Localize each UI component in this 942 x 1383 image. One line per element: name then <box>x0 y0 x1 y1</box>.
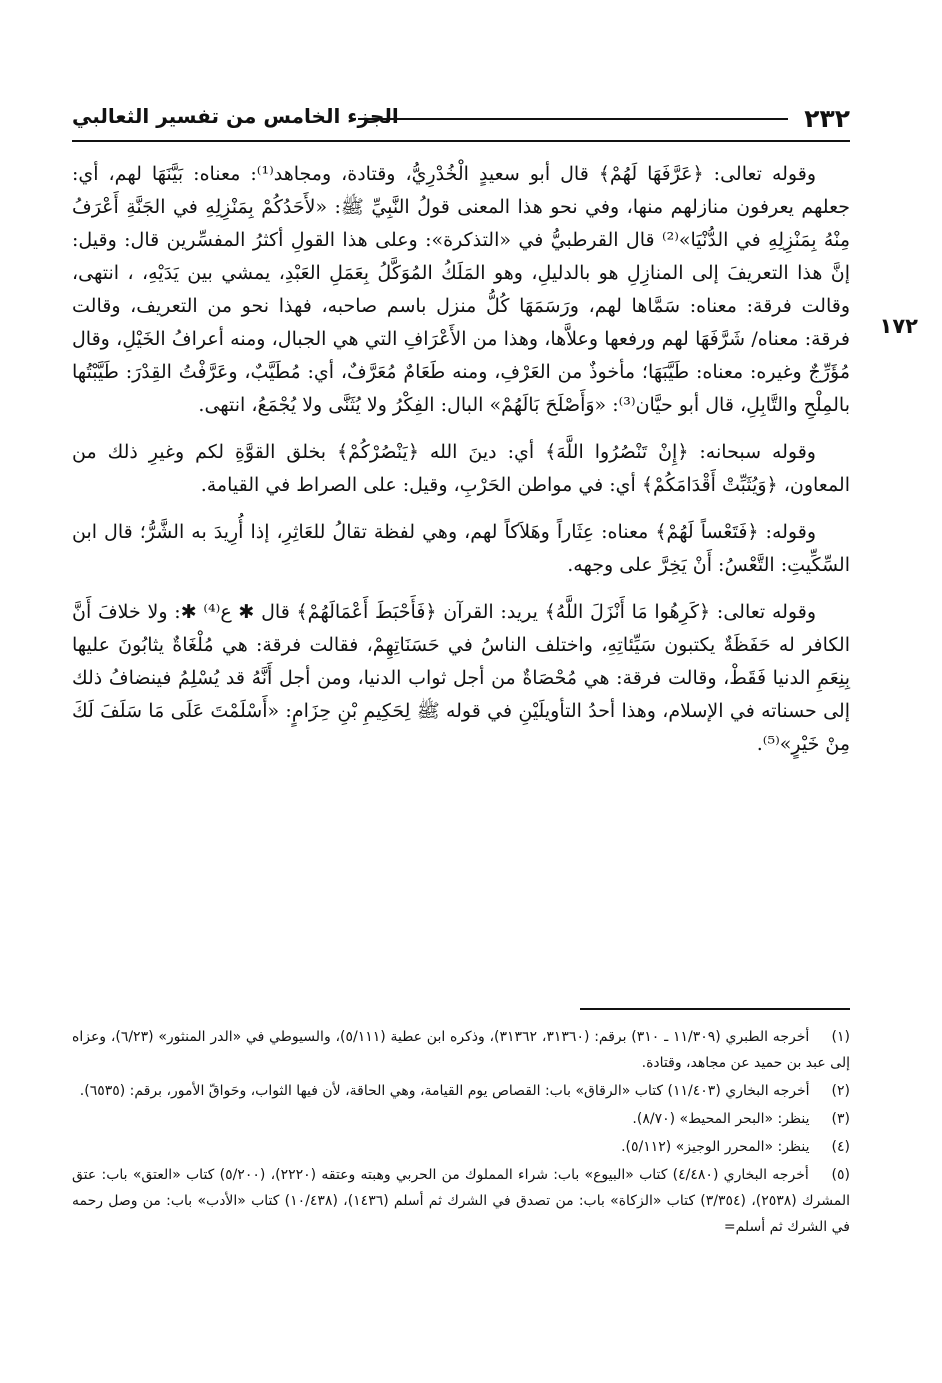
footnote-text: أخرجه البخاري (٤/٤٨٠) كتاب «البيوع» باب: شراء المملوك من الحربي وهبته وعتقه (٢٢٢٠)، (٥/٢٠٠) كتاب «العتق» باب: عتق المشرك (٢٥٣٨)، (٣/٣٥٤) كتاب «الزكاة» باب: من تصدق في الشرك ثم أسلم (١٤٣٦)، (١٠/٤٣٨) كتاب «الأدب» باب: من وصل رحمه في الشرك ثم أسلم= <box>72 1167 850 1235</box>
footnotes <box>72 1000 850 1242</box>
footnote-text: أخرجه البخاري (١١/٤٠٣) كتاب «الرقاق» باب: القصاص يوم القيامة، وهي الحاقة، لأن فيها الثواب، وحَواقّ الأمور، برقم: (٦٥٣٥). <box>79 1083 810 1099</box>
footnote-number: (٣) <box>831 1111 850 1127</box>
book-title: الجزء الخامس من تفسير الثعالبي <box>72 104 399 128</box>
margin-folio-number: ١٧٢ <box>879 314 918 338</box>
running-header <box>72 96 850 142</box>
footnote-text: ينظر: «البحر المحيط» (٨/٧٠). <box>632 1111 810 1127</box>
footnote-number: (٢) <box>831 1083 850 1099</box>
book-page <box>72 96 918 1366</box>
footnote-separator <box>580 1008 850 1010</box>
footnote-number: (٥) <box>831 1167 850 1183</box>
paragraph-1: وقوله تعالى: ﴿عَرَّفَهَا لَهُمْ﴾ قال أبو سعيدٍ الْخُدْرِيُّ، وقتادة، ومجاهد⁽¹⁾: معناه: بَيَّنَهَا لهم، أي: جعلهم يعرفون منازلهم منها، وفي نحو هذا المعنى قولُ النَّبِيِّ ﷺ: «لأَحَدُكُمْ بِمَنْزِلِهِ في الجَنَّةِ أَعْرَفُ مِنْهُ بِمَنْزِلِهِ في الدُّنْيَا»⁽²⁾ قال القرطبيُّ في «التذكرة»: وعلى هذا القولِ أكثرُ المفسِّرين قال: وقيل: إنَّ هذا التعريفَ إلى المنازِلِ هو بالدليلِ، وهو المَلَكُ المُوَكَّلُ بِعَمَلِ العَبْدِ، يمشي بين يَدَيْهِ، ، انتهى، وقالت فرقة: معناه: سَمَّاها لهم، ورَسَمَهَا كُلُّ منزل باسم صاحبه، فهذا نحو من التعريف، وقالت فرقة: معناه/ شَرَّفَهَا لهم ورفعها وعلاَّها، وهذا من الأَعْرَافِ التي هي الجبال، ومنه أعرافُ الخَيْلِ، وقال مُؤَرِّجٌ وغيره: معناه: طَيَّبَهَا؛ مأخوذٌ من العَرْفِ، ومنه طَعَامٌ مُعَرَّفٌ، أي: مُطَيَّبٌ، وعَرَّفْتُ القِدْرَ: طَيَّبْتُها بالمِلْحِ والتَّابِلِ، قال أبو حيَّان⁽³⁾: «وَأَصْلَحَ بَالَهُمْ» البال: الفِكْرُ ولا يُثَنَّى ولا يُجْمَعُ، انتهى. <box>72 163 850 416</box>
footnote-text: أخرجه الطبري (١١/٣٠٩ ـ ٣١٠) برقم: (٣١٣٦٠، ٣١٣٦٢)، وذكره ابن عطية (٥/١١١)، والسيوطي في «الدر المنثور» (٦/٢٣)، وعزاه إلى عبد بن حميد عن مجاهد، وقتادة. <box>72 1029 850 1071</box>
footnote-4 <box>72 1134 850 1160</box>
footnote-number: (١) <box>831 1029 851 1045</box>
paragraph-3: وقوله: ﴿فَتَعْساً لَهُمْ﴾ معناه: عِثَاراً وهَلاَكاً لهم، وهي لفظة تقالُ للعَاثِرِ، إذا أُرِيدَ به الشَّرُّ؛ قال ابن السِّكِّيتِ: التَّعْسُ: أَنْ يَخِرَّ على وجهه. <box>72 521 850 576</box>
paragraph-4: وقوله تعالى: ﴿كَرِهُوا مَا أَنْزَلَ اللَّهُ﴾ يريد: القرآن ﴿فَأَحْبَطَ أَعْمَالَهُمْ﴾ قال ✱ ع⁽⁴⁾ ✱: ولا خلافَ أَنَّ الكافر له حَفَظَةٌ يكتبون سَيِّئاتِهِ، واختلف الناسُ في حَسَنَاتِهِمْ، فقالت فرقة: هي مُلْغَاةٌ يثابُونَ عليها بِنِعَمِ الدنيا فَقَطْ، وقالت فرقة: هي مُحْصَاةٌ من أجل ثواب الدنيا، ومن أجل أَنَّهُ قد يُسْلِمُ فينضافُ ذلك إلى حسناته في الإسلام، وهذا أحدُ التأويلَيْنِ في قوله ﷺ لِحَكِيمِ بْنِ حِزَامٍ: «أَسْلَمْتَ عَلَى مَا سَلَفَ لَكَ مِنْ خَيْرٍ»⁽⁵⁾. <box>72 601 850 755</box>
footnote-text: ينظر: «المحرر الوجيز» (٥/١١٢). <box>621 1139 810 1155</box>
footnote-2 <box>72 1078 850 1104</box>
paragraph-2: وقوله سبحانه: ﴿إِنْ تَنْصُرُوا اللَّهَ﴾ أي: دينَ الله ﴿يَنْصُرْكُمْ﴾ بخلق القوَّةِ لكم وغيرِ ذلك من المعاون، ﴿وَيُثَبِّتْ أَقْدَامَكُمْ﴾ أي: في مواطن الحَرْبِ، وقيل: على الصراط في القيامة. <box>72 441 850 496</box>
footnote-number: (٤) <box>831 1139 850 1155</box>
footnote-3 <box>72 1106 850 1132</box>
main-text <box>72 158 850 775</box>
footnote-1 <box>72 1024 850 1076</box>
footnote-5 <box>72 1162 850 1240</box>
header-rule <box>358 118 788 120</box>
page-number: ٢٣٢ <box>804 104 850 133</box>
